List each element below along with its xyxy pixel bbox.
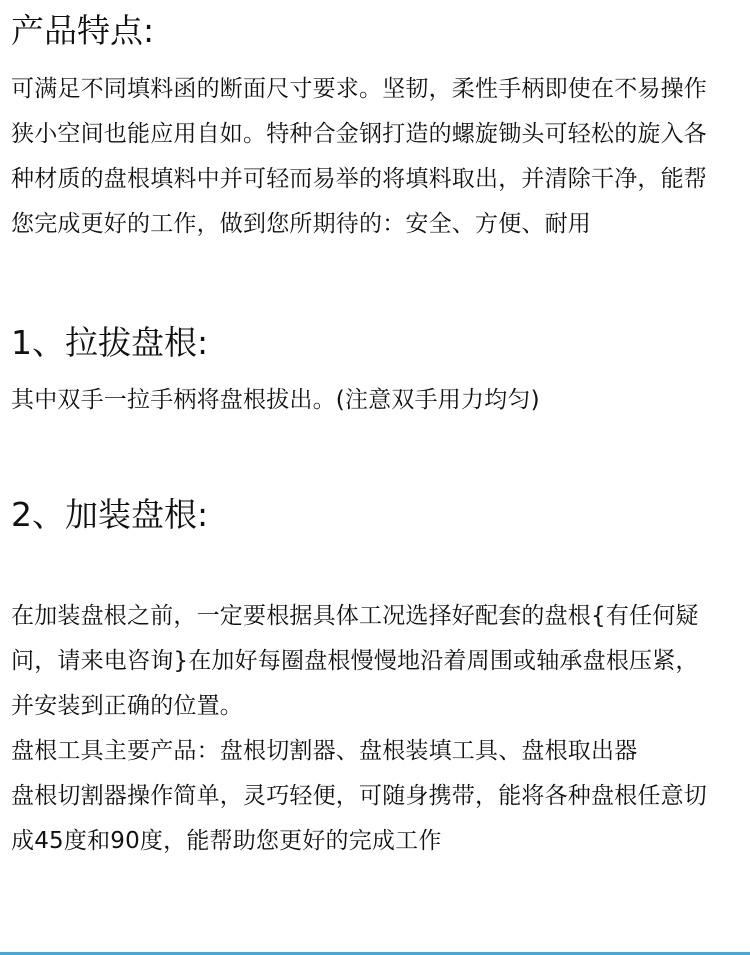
intro-line: 种材质的盘根填料中并可轻而易举的将填料取出，并清除干净，能帮 [11,166,707,192]
section1-line: 其中双手一拉手柄将盘根拔出。(注意双手用力均匀) [11,387,540,413]
section2-line: 成45度和90度，能帮助您更好的完成工作 [11,828,442,854]
section2-line: 盘根切割器操作简单，灵巧轻便，可随身携带，能将各种盘根任意切 [11,783,707,809]
section1-paragraph [11,378,741,423]
section2-line: 盘根工具主要产品：盘根切割器、盘根装填工具、盘根取出器 [11,738,638,764]
intro-line: 可满足不同填料函的断面尺寸要求。坚韧，柔性手柄即使在不易操作 [11,76,707,102]
section2-paragraph [11,594,741,864]
page-title: 产品特点: [11,11,155,50]
intro-line: 狭小空间也能应用自如。特种合金钢打造的螺旋锄头可轻松的旋入各 [11,121,707,147]
intro-line: 您完成更好的工作，做到您所期待的：安全、方便、耐用 [11,211,591,237]
section2-line: 在加装盘根之前，一定要根据具体工况选择好配套的盘根{有任何疑 [11,603,699,629]
intro-paragraph [11,67,741,247]
section1-heading: 1、拉拔盘根: [11,323,209,362]
section2-line: 问，请来电咨询}在加好每圈盘根慢慢地沿着周围或轴承盘根压紧， [11,648,699,674]
section2-heading: 2、加装盘根: [11,495,209,534]
section2-line: 并安装到正确的位置。 [11,693,243,719]
